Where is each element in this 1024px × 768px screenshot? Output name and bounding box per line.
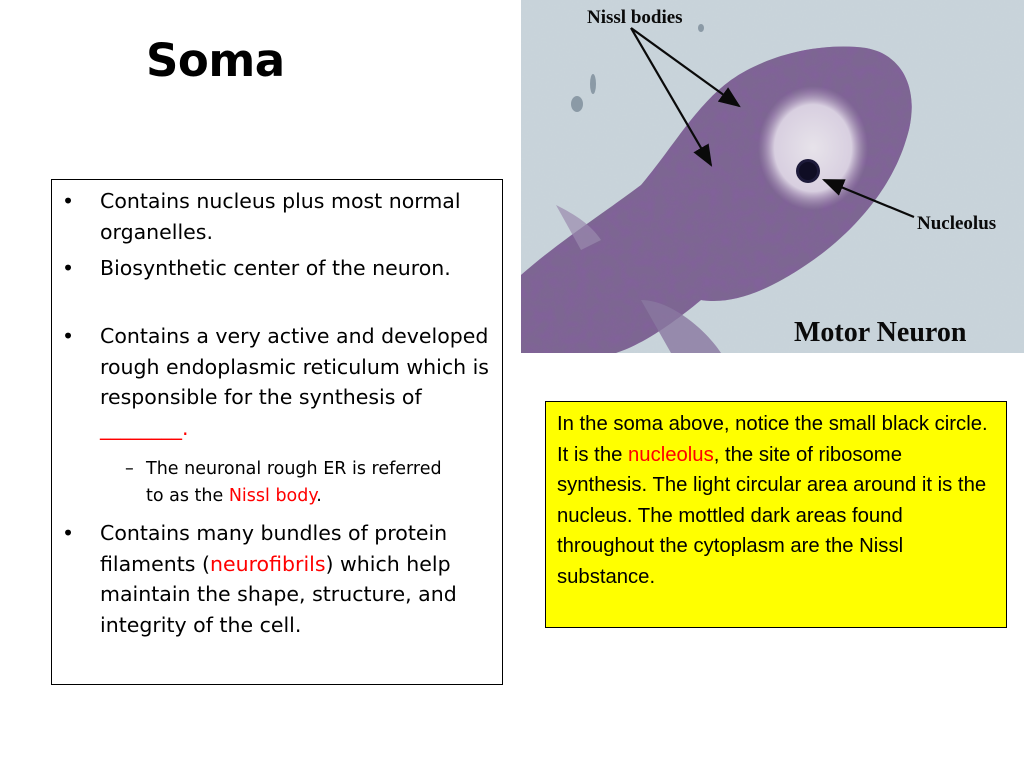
bullet-text xyxy=(100,321,496,443)
sub-bullet-marker: – xyxy=(125,459,134,479)
fill-in-blank: ________. xyxy=(100,415,189,440)
bullet-text-main: Contains many bundles of protein filaments ( xyxy=(100,521,448,576)
sub-bullet-text xyxy=(146,456,442,510)
sub-bullet-text-end: . xyxy=(316,486,322,506)
bullet-text xyxy=(100,518,496,640)
nucleolus-label: Nucleolus xyxy=(917,213,997,234)
highlight-nucleolus: nucleolus xyxy=(628,443,714,466)
micrograph-image xyxy=(521,0,1024,353)
bullet-list-box xyxy=(51,179,503,685)
bullet-marker: • xyxy=(62,256,75,280)
highlight-nissl-body: Nissl body xyxy=(228,486,317,506)
bullet-text-end: ) which help maintain the shape, structure, and integrity of the cell. xyxy=(100,551,457,637)
highlight-neurofibrils: neurofibrils xyxy=(209,551,326,576)
bullet-marker: • xyxy=(62,324,75,348)
bullet-marker: • xyxy=(62,189,75,213)
slide-title: Soma xyxy=(146,34,285,87)
bullet-text: Contains nucleus plus most normal organelles. xyxy=(100,189,461,244)
nissl-bodies-label: Nissl bodies xyxy=(587,7,683,28)
bullet-text: Biosynthetic center of the neuron. xyxy=(100,256,451,280)
motor-neuron-micrograph xyxy=(521,0,1024,353)
callout-text-start: In the soma above, notice the small black circle. It is the xyxy=(557,413,988,466)
motor-neuron-caption: Motor Neuron xyxy=(794,317,967,348)
bullet-text-main: Contains a very active and developed rough endoplasmic reticulum which is responsible for the synthesis of xyxy=(100,324,489,409)
callout-text-end: , the site of ribosome synthesis. The light circular area around it is the nucleus. The mottled dark areas found throughout the cytoplasm are the Nissl substance. xyxy=(557,443,987,588)
explanation-callout xyxy=(545,401,1007,628)
bullet-marker: • xyxy=(62,521,75,545)
sub-bullet-text-main: The neuronal rough ER is referred to as the xyxy=(146,459,442,506)
